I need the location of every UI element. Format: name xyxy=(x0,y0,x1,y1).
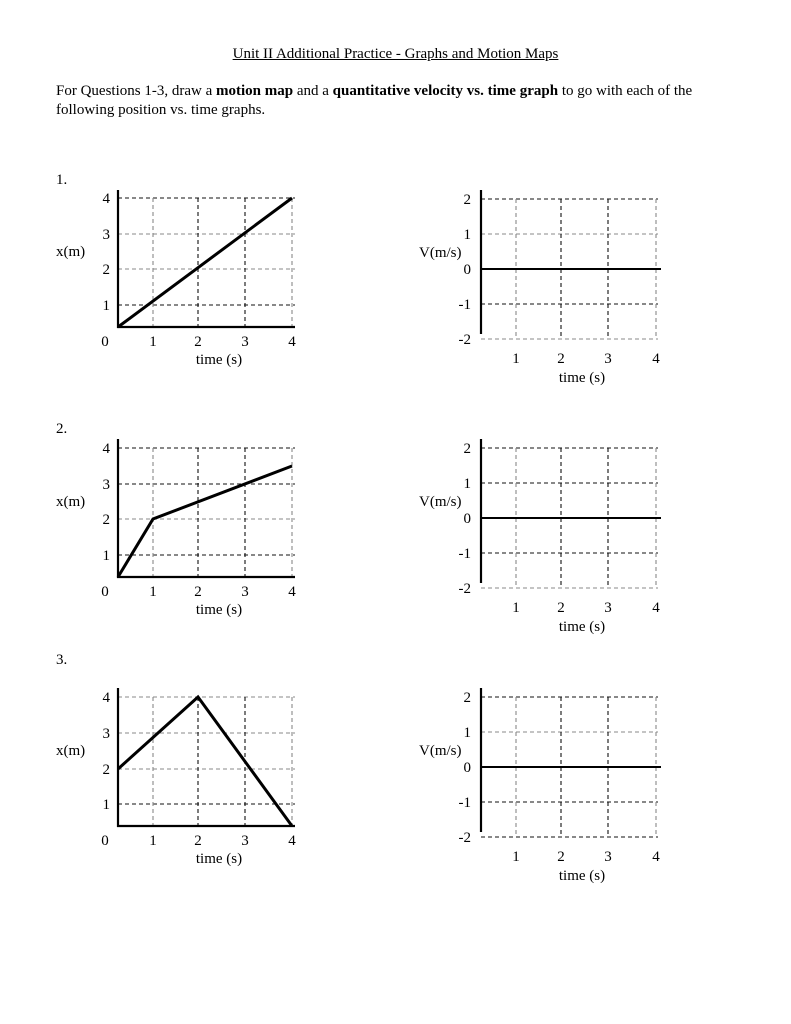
x-tick-label: 4 xyxy=(288,584,296,600)
question-number-3: 3. xyxy=(56,652,68,668)
y-axis-label: x(m) xyxy=(56,743,86,759)
y-axis-label: V(m/s) xyxy=(419,494,462,510)
y-tick-label: -1 xyxy=(458,546,471,562)
y-tick-label: 2 xyxy=(463,690,471,706)
instructions-bold-motion-map: motion map xyxy=(215,83,294,99)
x-tick-label: 2 xyxy=(194,334,202,350)
x-tick-label: 2 xyxy=(557,351,565,367)
position-graph-3 xyxy=(56,688,296,867)
y-tick-label: 1 xyxy=(102,797,110,813)
x-tick-label: 4 xyxy=(288,334,296,350)
x-tick-label: 1 xyxy=(512,600,520,616)
instructions-text-3: to go with each of the following position vs. time graphs. xyxy=(56,83,693,118)
y-tick-label: 4 xyxy=(102,690,110,706)
x-tick-label: 1 xyxy=(149,584,157,600)
x-axis-label: time (s) xyxy=(558,370,606,386)
x-axis-label: time (s) xyxy=(195,352,243,368)
y-tick-label: 3 xyxy=(102,477,110,493)
x-tick-label: 4 xyxy=(288,833,296,849)
y-tick-label: 1 xyxy=(102,548,110,564)
y-tick-label: -1 xyxy=(458,297,471,313)
y-tick-label: 1 xyxy=(463,227,471,243)
x-tick-label: 1 xyxy=(512,849,520,865)
x-tick-label: 1 xyxy=(149,334,157,350)
x-axis-label: time (s) xyxy=(558,868,606,884)
y-tick-label: 3 xyxy=(102,726,110,742)
question-number-1: 1. xyxy=(56,172,68,188)
instructions-text-1: For Questions 1-3, draw a xyxy=(56,83,216,99)
x-axis-label: time (s) xyxy=(195,851,243,867)
x-tick-label: 4 xyxy=(652,351,660,367)
x-axis-label: time (s) xyxy=(195,602,243,618)
x-tick-label: 2 xyxy=(557,849,565,865)
y-tick-label: -2 xyxy=(458,581,471,597)
y-tick-label: -1 xyxy=(458,795,471,811)
y-axis-label: V(m/s) xyxy=(419,245,462,261)
x-tick-label: 3 xyxy=(604,849,612,865)
y-tick-label: 1 xyxy=(463,476,471,492)
x-tick-label: 2 xyxy=(557,600,565,616)
y-tick-label: 3 xyxy=(102,227,110,243)
y-tick-label: 4 xyxy=(102,191,110,207)
x-tick-label: 3 xyxy=(604,600,612,616)
x-tick-label: 3 xyxy=(241,334,249,350)
y-axis-label: x(m) xyxy=(56,244,86,260)
y-tick-label: 0 xyxy=(463,262,471,278)
x-tick-label: 4 xyxy=(652,849,660,865)
page-title: Unit II Additional Practice - Graphs and Motion Maps xyxy=(232,46,559,62)
y-tick-label: 0 xyxy=(463,760,471,776)
x-axis-label: time (s) xyxy=(558,619,606,635)
y-tick-label: 1 xyxy=(102,298,110,314)
y-axis-label: x(m) xyxy=(56,494,86,510)
position-graph-1 xyxy=(56,190,296,368)
x-tick-label: 0 xyxy=(101,584,109,600)
x-tick-label: 0 xyxy=(101,334,109,350)
x-tick-label: 3 xyxy=(241,584,249,600)
x-tick-label: 1 xyxy=(512,351,520,367)
y-tick-label: -2 xyxy=(458,830,471,846)
instructions-text-2: and a xyxy=(293,83,333,99)
velocity-graph-2 xyxy=(419,439,661,635)
x-tick-label: 0 xyxy=(101,833,109,849)
y-tick-label: 4 xyxy=(102,441,110,457)
y-tick-label: 2 xyxy=(102,262,110,278)
x-tick-label: 2 xyxy=(194,584,202,600)
y-tick-label: 2 xyxy=(102,762,110,778)
question-number-2: 2. xyxy=(56,421,68,437)
y-tick-label: 0 xyxy=(463,511,471,527)
instructions-bold-velocity-graph: quantitative velocity vs. time graph xyxy=(332,83,559,99)
velocity-graph-1 xyxy=(419,190,661,386)
x-tick-label: 3 xyxy=(604,351,612,367)
x-tick-label: 1 xyxy=(149,833,157,849)
y-tick-label: 2 xyxy=(463,441,471,457)
position-line xyxy=(118,198,292,327)
y-axis-label: V(m/s) xyxy=(419,743,462,759)
x-tick-label: 4 xyxy=(652,600,660,616)
y-tick-label: 2 xyxy=(102,512,110,528)
y-tick-label: 1 xyxy=(463,725,471,741)
position-line xyxy=(118,697,292,826)
y-tick-label: -2 xyxy=(458,332,471,348)
x-tick-label: 3 xyxy=(241,833,249,849)
y-tick-label: 2 xyxy=(463,192,471,208)
x-tick-label: 2 xyxy=(194,833,202,849)
velocity-graph-3 xyxy=(419,688,661,884)
position-graph-2 xyxy=(56,439,296,618)
position-line xyxy=(118,466,292,577)
